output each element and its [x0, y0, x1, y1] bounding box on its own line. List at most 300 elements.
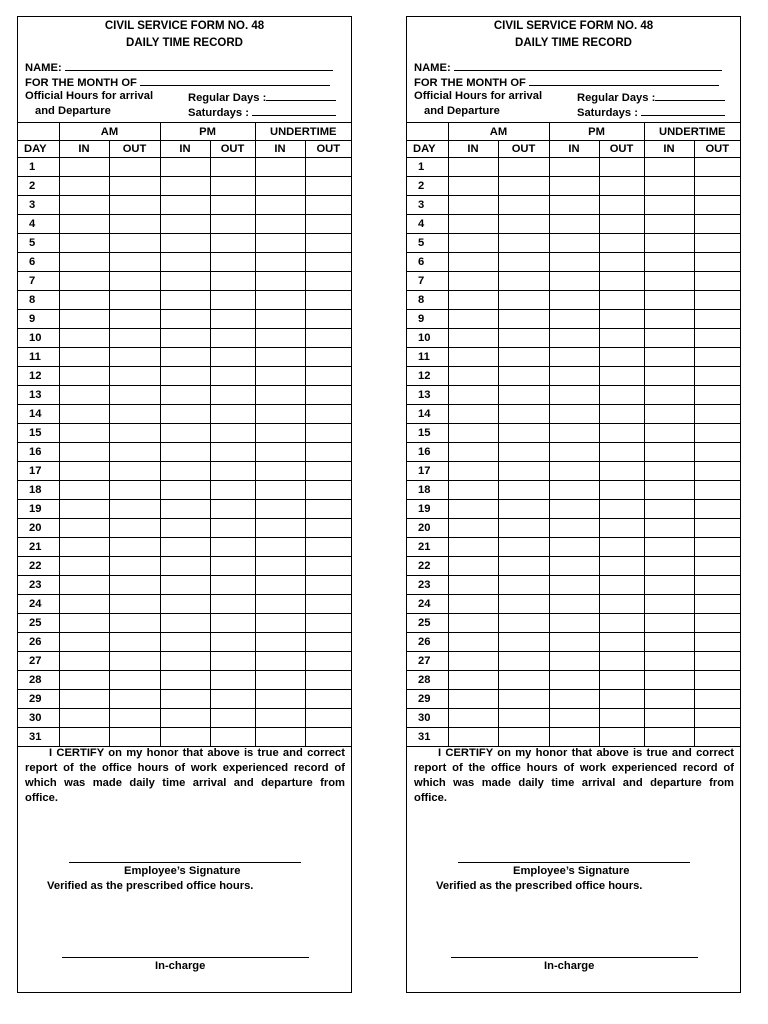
undertime-in-cell[interactable] — [255, 386, 305, 405]
am-out-cell[interactable] — [498, 690, 549, 709]
undertime-out-cell[interactable] — [694, 500, 740, 519]
undertime-out-cell[interactable] — [305, 158, 351, 177]
am-out-cell[interactable] — [498, 310, 549, 329]
undertime-out-cell[interactable] — [305, 576, 351, 595]
am-out-cell[interactable] — [109, 614, 160, 633]
undertime-in-cell[interactable] — [255, 424, 305, 443]
am-in-cell[interactable] — [448, 272, 498, 291]
am-in-cell[interactable] — [448, 633, 498, 652]
pm-out-cell[interactable] — [599, 443, 644, 462]
am-in-cell[interactable] — [59, 196, 109, 215]
pm-in-cell[interactable] — [160, 671, 210, 690]
undertime-in-cell[interactable] — [644, 443, 694, 462]
pm-in-cell[interactable] — [160, 234, 210, 253]
pm-in-cell[interactable] — [160, 709, 210, 728]
pm-out-cell[interactable] — [210, 500, 255, 519]
pm-in-cell[interactable] — [549, 633, 599, 652]
am-out-cell[interactable] — [498, 158, 549, 177]
undertime-in-cell[interactable] — [644, 538, 694, 557]
pm-in-cell[interactable] — [549, 215, 599, 234]
pm-in-cell[interactable] — [160, 576, 210, 595]
undertime-in-cell[interactable] — [644, 196, 694, 215]
undertime-in-cell[interactable] — [255, 405, 305, 424]
pm-out-cell[interactable] — [599, 614, 644, 633]
undertime-out-cell[interactable] — [694, 253, 740, 272]
am-out-cell[interactable] — [109, 709, 160, 728]
pm-out-cell[interactable] — [210, 709, 255, 728]
pm-in-cell[interactable] — [549, 348, 599, 367]
pm-in-cell[interactable] — [160, 728, 210, 747]
am-out-cell[interactable] — [498, 500, 549, 519]
pm-out-cell[interactable] — [599, 348, 644, 367]
undertime-in-cell[interactable] — [644, 576, 694, 595]
month-field[interactable] — [529, 75, 719, 86]
am-in-cell[interactable] — [59, 538, 109, 557]
pm-out-cell[interactable] — [599, 652, 644, 671]
undertime-in-cell[interactable] — [644, 557, 694, 576]
am-in-cell[interactable] — [59, 348, 109, 367]
pm-out-cell[interactable] — [210, 234, 255, 253]
pm-in-cell[interactable] — [549, 500, 599, 519]
am-out-cell[interactable] — [109, 234, 160, 253]
am-out-cell[interactable] — [498, 538, 549, 557]
undertime-in-cell[interactable] — [644, 671, 694, 690]
pm-in-cell[interactable] — [549, 329, 599, 348]
pm-out-cell[interactable] — [599, 595, 644, 614]
pm-out-cell[interactable] — [599, 519, 644, 538]
pm-out-cell[interactable] — [210, 272, 255, 291]
undertime-out-cell[interactable] — [305, 253, 351, 272]
undertime-out-cell[interactable] — [694, 158, 740, 177]
am-out-cell[interactable] — [109, 481, 160, 500]
undertime-out-cell[interactable] — [694, 272, 740, 291]
undertime-out-cell[interactable] — [305, 709, 351, 728]
month-field[interactable] — [140, 75, 330, 86]
undertime-out-cell[interactable] — [694, 215, 740, 234]
am-in-cell[interactable] — [448, 614, 498, 633]
am-in-cell[interactable] — [448, 253, 498, 272]
am-in-cell[interactable] — [59, 215, 109, 234]
am-in-cell[interactable] — [59, 386, 109, 405]
am-out-cell[interactable] — [498, 272, 549, 291]
undertime-out-cell[interactable] — [694, 177, 740, 196]
employee-signature-line[interactable] — [458, 862, 690, 863]
undertime-in-cell[interactable] — [255, 481, 305, 500]
pm-in-cell[interactable] — [549, 253, 599, 272]
am-in-cell[interactable] — [448, 709, 498, 728]
pm-out-cell[interactable] — [210, 196, 255, 215]
am-out-cell[interactable] — [109, 310, 160, 329]
pm-in-cell[interactable] — [549, 234, 599, 253]
undertime-in-cell[interactable] — [644, 633, 694, 652]
am-in-cell[interactable] — [59, 462, 109, 481]
saturdays-field[interactable] — [252, 105, 336, 116]
undertime-in-cell[interactable] — [255, 348, 305, 367]
pm-out-cell[interactable] — [210, 158, 255, 177]
undertime-in-cell[interactable] — [644, 215, 694, 234]
am-out-cell[interactable] — [498, 576, 549, 595]
undertime-out-cell[interactable] — [305, 671, 351, 690]
pm-in-cell[interactable] — [160, 177, 210, 196]
undertime-out-cell[interactable] — [694, 386, 740, 405]
am-in-cell[interactable] — [448, 462, 498, 481]
am-out-cell[interactable] — [498, 614, 549, 633]
am-in-cell[interactable] — [448, 196, 498, 215]
am-out-cell[interactable] — [109, 576, 160, 595]
pm-out-cell[interactable] — [210, 595, 255, 614]
undertime-out-cell[interactable] — [694, 348, 740, 367]
pm-out-cell[interactable] — [599, 462, 644, 481]
undertime-out-cell[interactable] — [694, 614, 740, 633]
am-out-cell[interactable] — [109, 557, 160, 576]
undertime-in-cell[interactable] — [644, 329, 694, 348]
am-in-cell[interactable] — [448, 481, 498, 500]
pm-in-cell[interactable] — [549, 424, 599, 443]
pm-out-cell[interactable] — [210, 367, 255, 386]
am-out-cell[interactable] — [498, 443, 549, 462]
undertime-in-cell[interactable] — [644, 424, 694, 443]
am-in-cell[interactable] — [59, 443, 109, 462]
pm-in-cell[interactable] — [160, 481, 210, 500]
pm-out-cell[interactable] — [210, 253, 255, 272]
pm-out-cell[interactable] — [599, 671, 644, 690]
undertime-out-cell[interactable] — [694, 424, 740, 443]
undertime-out-cell[interactable] — [694, 405, 740, 424]
pm-out-cell[interactable] — [599, 633, 644, 652]
pm-out-cell[interactable] — [599, 576, 644, 595]
undertime-in-cell[interactable] — [255, 234, 305, 253]
undertime-in-cell[interactable] — [255, 576, 305, 595]
am-out-cell[interactable] — [498, 348, 549, 367]
pm-out-cell[interactable] — [210, 690, 255, 709]
am-in-cell[interactable] — [448, 310, 498, 329]
pm-out-cell[interactable] — [210, 386, 255, 405]
am-in-cell[interactable] — [448, 348, 498, 367]
undertime-in-cell[interactable] — [255, 671, 305, 690]
am-out-cell[interactable] — [109, 633, 160, 652]
undertime-in-cell[interactable] — [644, 253, 694, 272]
undertime-in-cell[interactable] — [644, 462, 694, 481]
am-out-cell[interactable] — [498, 329, 549, 348]
undertime-out-cell[interactable] — [305, 614, 351, 633]
pm-out-cell[interactable] — [210, 633, 255, 652]
am-out-cell[interactable] — [109, 196, 160, 215]
undertime-out-cell[interactable] — [305, 405, 351, 424]
undertime-out-cell[interactable] — [694, 234, 740, 253]
pm-in-cell[interactable] — [549, 576, 599, 595]
undertime-out-cell[interactable] — [694, 462, 740, 481]
pm-out-cell[interactable] — [599, 386, 644, 405]
am-out-cell[interactable] — [498, 519, 549, 538]
undertime-out-cell[interactable] — [305, 595, 351, 614]
am-in-cell[interactable] — [448, 443, 498, 462]
in-charge-signature-line[interactable] — [451, 957, 698, 958]
pm-out-cell[interactable] — [599, 424, 644, 443]
undertime-out-cell[interactable] — [694, 728, 740, 747]
am-in-cell[interactable] — [448, 519, 498, 538]
undertime-in-cell[interactable] — [255, 443, 305, 462]
undertime-in-cell[interactable] — [255, 652, 305, 671]
undertime-out-cell[interactable] — [694, 633, 740, 652]
undertime-out-cell[interactable] — [305, 424, 351, 443]
pm-in-cell[interactable] — [160, 652, 210, 671]
undertime-out-cell[interactable] — [305, 690, 351, 709]
am-out-cell[interactable] — [109, 367, 160, 386]
pm-in-cell[interactable] — [549, 386, 599, 405]
undertime-out-cell[interactable] — [694, 291, 740, 310]
am-in-cell[interactable] — [59, 405, 109, 424]
undertime-in-cell[interactable] — [255, 196, 305, 215]
am-out-cell[interactable] — [498, 671, 549, 690]
undertime-in-cell[interactable] — [255, 462, 305, 481]
pm-out-cell[interactable] — [210, 671, 255, 690]
am-out-cell[interactable] — [498, 234, 549, 253]
pm-in-cell[interactable] — [160, 405, 210, 424]
undertime-out-cell[interactable] — [694, 367, 740, 386]
am-out-cell[interactable] — [498, 652, 549, 671]
am-out-cell[interactable] — [109, 690, 160, 709]
undertime-in-cell[interactable] — [255, 158, 305, 177]
pm-out-cell[interactable] — [210, 481, 255, 500]
pm-in-cell[interactable] — [160, 348, 210, 367]
undertime-out-cell[interactable] — [694, 671, 740, 690]
undertime-in-cell[interactable] — [255, 633, 305, 652]
am-in-cell[interactable] — [59, 500, 109, 519]
pm-in-cell[interactable] — [549, 690, 599, 709]
pm-out-cell[interactable] — [599, 234, 644, 253]
am-out-cell[interactable] — [498, 386, 549, 405]
pm-in-cell[interactable] — [160, 367, 210, 386]
pm-in-cell[interactable] — [160, 595, 210, 614]
pm-in-cell[interactable] — [549, 557, 599, 576]
undertime-out-cell[interactable] — [305, 348, 351, 367]
am-out-cell[interactable] — [498, 177, 549, 196]
undertime-in-cell[interactable] — [255, 519, 305, 538]
undertime-out-cell[interactable] — [305, 519, 351, 538]
undertime-out-cell[interactable] — [694, 576, 740, 595]
pm-in-cell[interactable] — [549, 177, 599, 196]
pm-out-cell[interactable] — [599, 177, 644, 196]
undertime-in-cell[interactable] — [255, 291, 305, 310]
pm-in-cell[interactable] — [549, 652, 599, 671]
undertime-in-cell[interactable] — [644, 709, 694, 728]
pm-in-cell[interactable] — [549, 196, 599, 215]
am-in-cell[interactable] — [59, 177, 109, 196]
undertime-in-cell[interactable] — [255, 367, 305, 386]
undertime-out-cell[interactable] — [305, 177, 351, 196]
am-in-cell[interactable] — [448, 424, 498, 443]
undertime-out-cell[interactable] — [305, 272, 351, 291]
undertime-in-cell[interactable] — [644, 386, 694, 405]
pm-in-cell[interactable] — [549, 291, 599, 310]
undertime-in-cell[interactable] — [255, 253, 305, 272]
pm-out-cell[interactable] — [599, 329, 644, 348]
undertime-out-cell[interactable] — [694, 538, 740, 557]
pm-in-cell[interactable] — [549, 671, 599, 690]
am-in-cell[interactable] — [59, 329, 109, 348]
pm-in-cell[interactable] — [549, 614, 599, 633]
pm-in-cell[interactable] — [160, 329, 210, 348]
pm-in-cell[interactable] — [549, 310, 599, 329]
pm-out-cell[interactable] — [210, 519, 255, 538]
pm-out-cell[interactable] — [210, 652, 255, 671]
am-in-cell[interactable] — [448, 367, 498, 386]
am-in-cell[interactable] — [59, 709, 109, 728]
am-out-cell[interactable] — [109, 728, 160, 747]
undertime-out-cell[interactable] — [694, 690, 740, 709]
undertime-out-cell[interactable] — [694, 709, 740, 728]
am-in-cell[interactable] — [59, 652, 109, 671]
am-out-cell[interactable] — [109, 158, 160, 177]
undertime-out-cell[interactable] — [694, 481, 740, 500]
pm-in-cell[interactable] — [160, 158, 210, 177]
undertime-in-cell[interactable] — [644, 177, 694, 196]
pm-out-cell[interactable] — [599, 291, 644, 310]
undertime-in-cell[interactable] — [255, 690, 305, 709]
am-in-cell[interactable] — [448, 500, 498, 519]
undertime-in-cell[interactable] — [644, 481, 694, 500]
am-in-cell[interactable] — [59, 291, 109, 310]
am-out-cell[interactable] — [109, 386, 160, 405]
undertime-in-cell[interactable] — [255, 177, 305, 196]
pm-in-cell[interactable] — [549, 367, 599, 386]
am-out-cell[interactable] — [109, 500, 160, 519]
am-in-cell[interactable] — [448, 671, 498, 690]
in-charge-signature-line[interactable] — [62, 957, 309, 958]
saturdays-field[interactable] — [641, 105, 725, 116]
undertime-out-cell[interactable] — [305, 500, 351, 519]
undertime-in-cell[interactable] — [644, 595, 694, 614]
am-in-cell[interactable] — [448, 728, 498, 747]
pm-out-cell[interactable] — [210, 405, 255, 424]
pm-in-cell[interactable] — [549, 443, 599, 462]
pm-in-cell[interactable] — [160, 272, 210, 291]
pm-out-cell[interactable] — [210, 557, 255, 576]
pm-in-cell[interactable] — [160, 519, 210, 538]
undertime-in-cell[interactable] — [255, 614, 305, 633]
am-in-cell[interactable] — [448, 690, 498, 709]
pm-out-cell[interactable] — [210, 177, 255, 196]
pm-out-cell[interactable] — [210, 728, 255, 747]
pm-in-cell[interactable] — [160, 500, 210, 519]
regular-days-field[interactable] — [266, 90, 336, 101]
am-in-cell[interactable] — [448, 234, 498, 253]
undertime-out-cell[interactable] — [694, 519, 740, 538]
name-field[interactable] — [65, 60, 333, 71]
undertime-in-cell[interactable] — [644, 519, 694, 538]
am-out-cell[interactable] — [109, 462, 160, 481]
am-in-cell[interactable] — [448, 538, 498, 557]
pm-out-cell[interactable] — [210, 538, 255, 557]
pm-out-cell[interactable] — [599, 538, 644, 557]
am-in-cell[interactable] — [448, 595, 498, 614]
am-out-cell[interactable] — [498, 405, 549, 424]
am-out-cell[interactable] — [498, 709, 549, 728]
am-in-cell[interactable] — [59, 728, 109, 747]
undertime-in-cell[interactable] — [644, 367, 694, 386]
am-in-cell[interactable] — [59, 424, 109, 443]
am-out-cell[interactable] — [498, 462, 549, 481]
undertime-in-cell[interactable] — [255, 595, 305, 614]
am-out-cell[interactable] — [498, 253, 549, 272]
am-in-cell[interactable] — [59, 614, 109, 633]
am-in-cell[interactable] — [448, 158, 498, 177]
pm-in-cell[interactable] — [160, 310, 210, 329]
pm-out-cell[interactable] — [599, 215, 644, 234]
am-in-cell[interactable] — [59, 481, 109, 500]
undertime-out-cell[interactable] — [694, 310, 740, 329]
pm-in-cell[interactable] — [160, 291, 210, 310]
pm-in-cell[interactable] — [549, 272, 599, 291]
pm-out-cell[interactable] — [599, 690, 644, 709]
am-out-cell[interactable] — [109, 671, 160, 690]
undertime-in-cell[interactable] — [644, 291, 694, 310]
undertime-out-cell[interactable] — [305, 728, 351, 747]
am-in-cell[interactable] — [59, 272, 109, 291]
undertime-out-cell[interactable] — [305, 538, 351, 557]
am-out-cell[interactable] — [109, 291, 160, 310]
undertime-out-cell[interactable] — [305, 234, 351, 253]
am-in-cell[interactable] — [59, 253, 109, 272]
am-in-cell[interactable] — [59, 690, 109, 709]
am-out-cell[interactable] — [498, 595, 549, 614]
pm-out-cell[interactable] — [599, 158, 644, 177]
am-in-cell[interactable] — [448, 576, 498, 595]
pm-in-cell[interactable] — [160, 443, 210, 462]
pm-in-cell[interactable] — [549, 709, 599, 728]
undertime-out-cell[interactable] — [305, 386, 351, 405]
pm-out-cell[interactable] — [210, 424, 255, 443]
undertime-out-cell[interactable] — [694, 329, 740, 348]
pm-in-cell[interactable] — [160, 196, 210, 215]
pm-out-cell[interactable] — [210, 329, 255, 348]
pm-out-cell[interactable] — [210, 462, 255, 481]
employee-signature-line[interactable] — [69, 862, 301, 863]
undertime-out-cell[interactable] — [305, 652, 351, 671]
am-out-cell[interactable] — [498, 215, 549, 234]
undertime-in-cell[interactable] — [255, 310, 305, 329]
am-in-cell[interactable] — [448, 329, 498, 348]
am-out-cell[interactable] — [498, 557, 549, 576]
am-in-cell[interactable] — [448, 215, 498, 234]
undertime-in-cell[interactable] — [255, 557, 305, 576]
am-out-cell[interactable] — [109, 595, 160, 614]
pm-out-cell[interactable] — [210, 348, 255, 367]
am-out-cell[interactable] — [498, 728, 549, 747]
undertime-in-cell[interactable] — [644, 614, 694, 633]
undertime-in-cell[interactable] — [255, 538, 305, 557]
undertime-in-cell[interactable] — [255, 329, 305, 348]
am-out-cell[interactable] — [109, 405, 160, 424]
pm-in-cell[interactable] — [160, 386, 210, 405]
undertime-out-cell[interactable] — [305, 557, 351, 576]
pm-in-cell[interactable] — [160, 557, 210, 576]
undertime-in-cell[interactable] — [255, 709, 305, 728]
undertime-out-cell[interactable] — [694, 557, 740, 576]
undertime-in-cell[interactable] — [644, 405, 694, 424]
pm-out-cell[interactable] — [599, 709, 644, 728]
am-in-cell[interactable] — [59, 595, 109, 614]
am-in-cell[interactable] — [59, 633, 109, 652]
pm-out-cell[interactable] — [210, 310, 255, 329]
pm-in-cell[interactable] — [549, 538, 599, 557]
undertime-in-cell[interactable] — [644, 652, 694, 671]
pm-out-cell[interactable] — [599, 272, 644, 291]
undertime-out-cell[interactable] — [694, 595, 740, 614]
pm-in-cell[interactable] — [549, 462, 599, 481]
undertime-in-cell[interactable] — [644, 500, 694, 519]
am-in-cell[interactable] — [448, 291, 498, 310]
